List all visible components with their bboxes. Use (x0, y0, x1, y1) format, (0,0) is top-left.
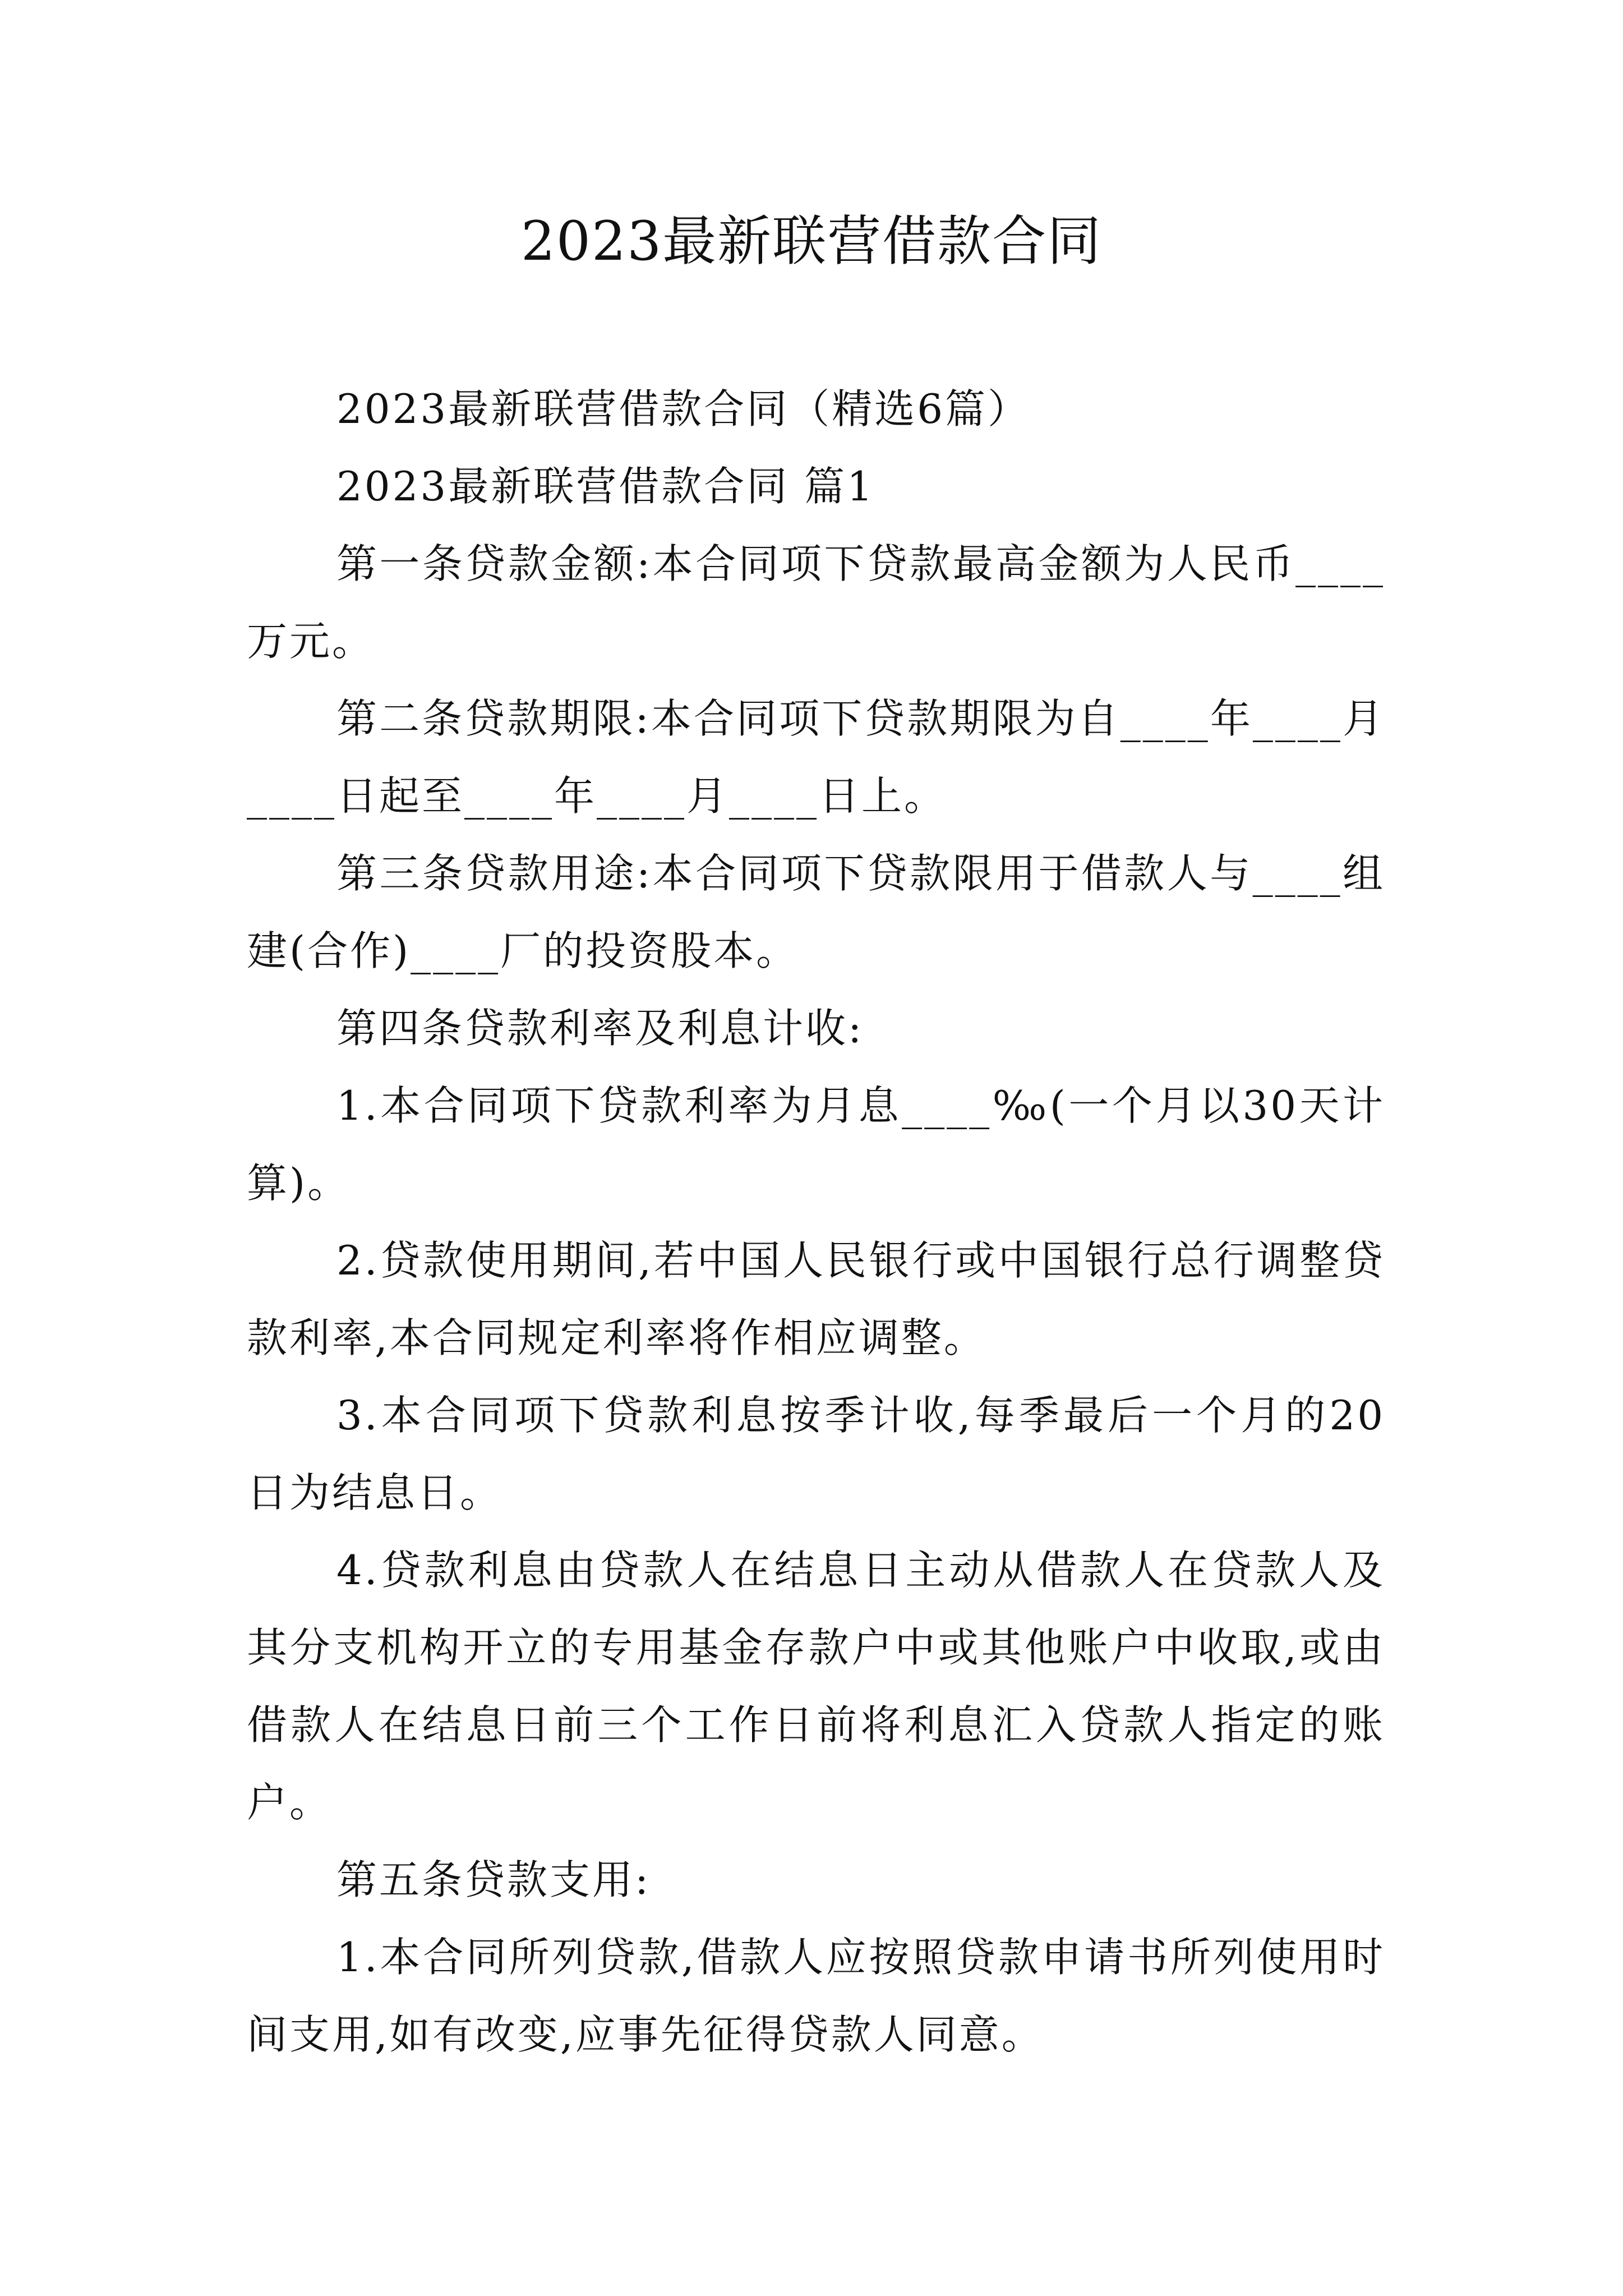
paragraph-article-3: 第三条贷款用途:本合同项下贷款限用于借款人与____组建(合作)____厂的投资股本。 (247, 850, 1385, 974)
paragraph-article-5: 第五条贷款支用: (336, 1856, 651, 1903)
paragraph-article-4-item-3: 3.本合同项下贷款利息按季计收,每季最后一个月的20日为结息日。 (247, 1392, 1385, 1516)
paragraph-article-4-item-2: 2.贷款使用期间,若中国人民银行或中国银行总行调整贷款利率,本合同规定利率将作相应调整。 (247, 1237, 1385, 1361)
document-body (247, 370, 1385, 2073)
paragraph-collection-heading: 2023最新联营借款合同（精选6篇） (336, 385, 1031, 432)
paragraph-article-1: 第一条贷款金额:本合同项下贷款最高金额为人民币____万元。 (247, 540, 1385, 665)
paragraph-article-4-item-1: 1.本合同项下贷款利率为月息____‰(一个月以30天计算)。 (247, 1082, 1385, 1207)
document-title: 2023最新联营借款合同 (520, 210, 1103, 273)
paragraph-section-heading: 2023最新联营借款合同 篇1 (336, 463, 875, 510)
paragraph-article-4: 第四条贷款利率及利息计收: (336, 1005, 864, 1052)
paragraph-article-5-item-1: 1.本合同所列贷款,借款人应按照贷款申请书所列使用时间支用,如有改变,应事先征得贷款人同意。 (247, 1934, 1385, 2058)
paragraph-article-4-item-4: 4.贷款利息由贷款人在结息日主动从借款人在贷款人及其分支机构开立的专用基金存款户中或其他账户中收取,或由借款人在结息日前三个工作日前将利息汇入贷款人指定的账户。 (247, 1547, 1385, 1826)
paragraph-article-2: 第二条贷款期限:本合同项下贷款期限为自____年____月____日起至____年____月____日上。 (247, 695, 1385, 820)
